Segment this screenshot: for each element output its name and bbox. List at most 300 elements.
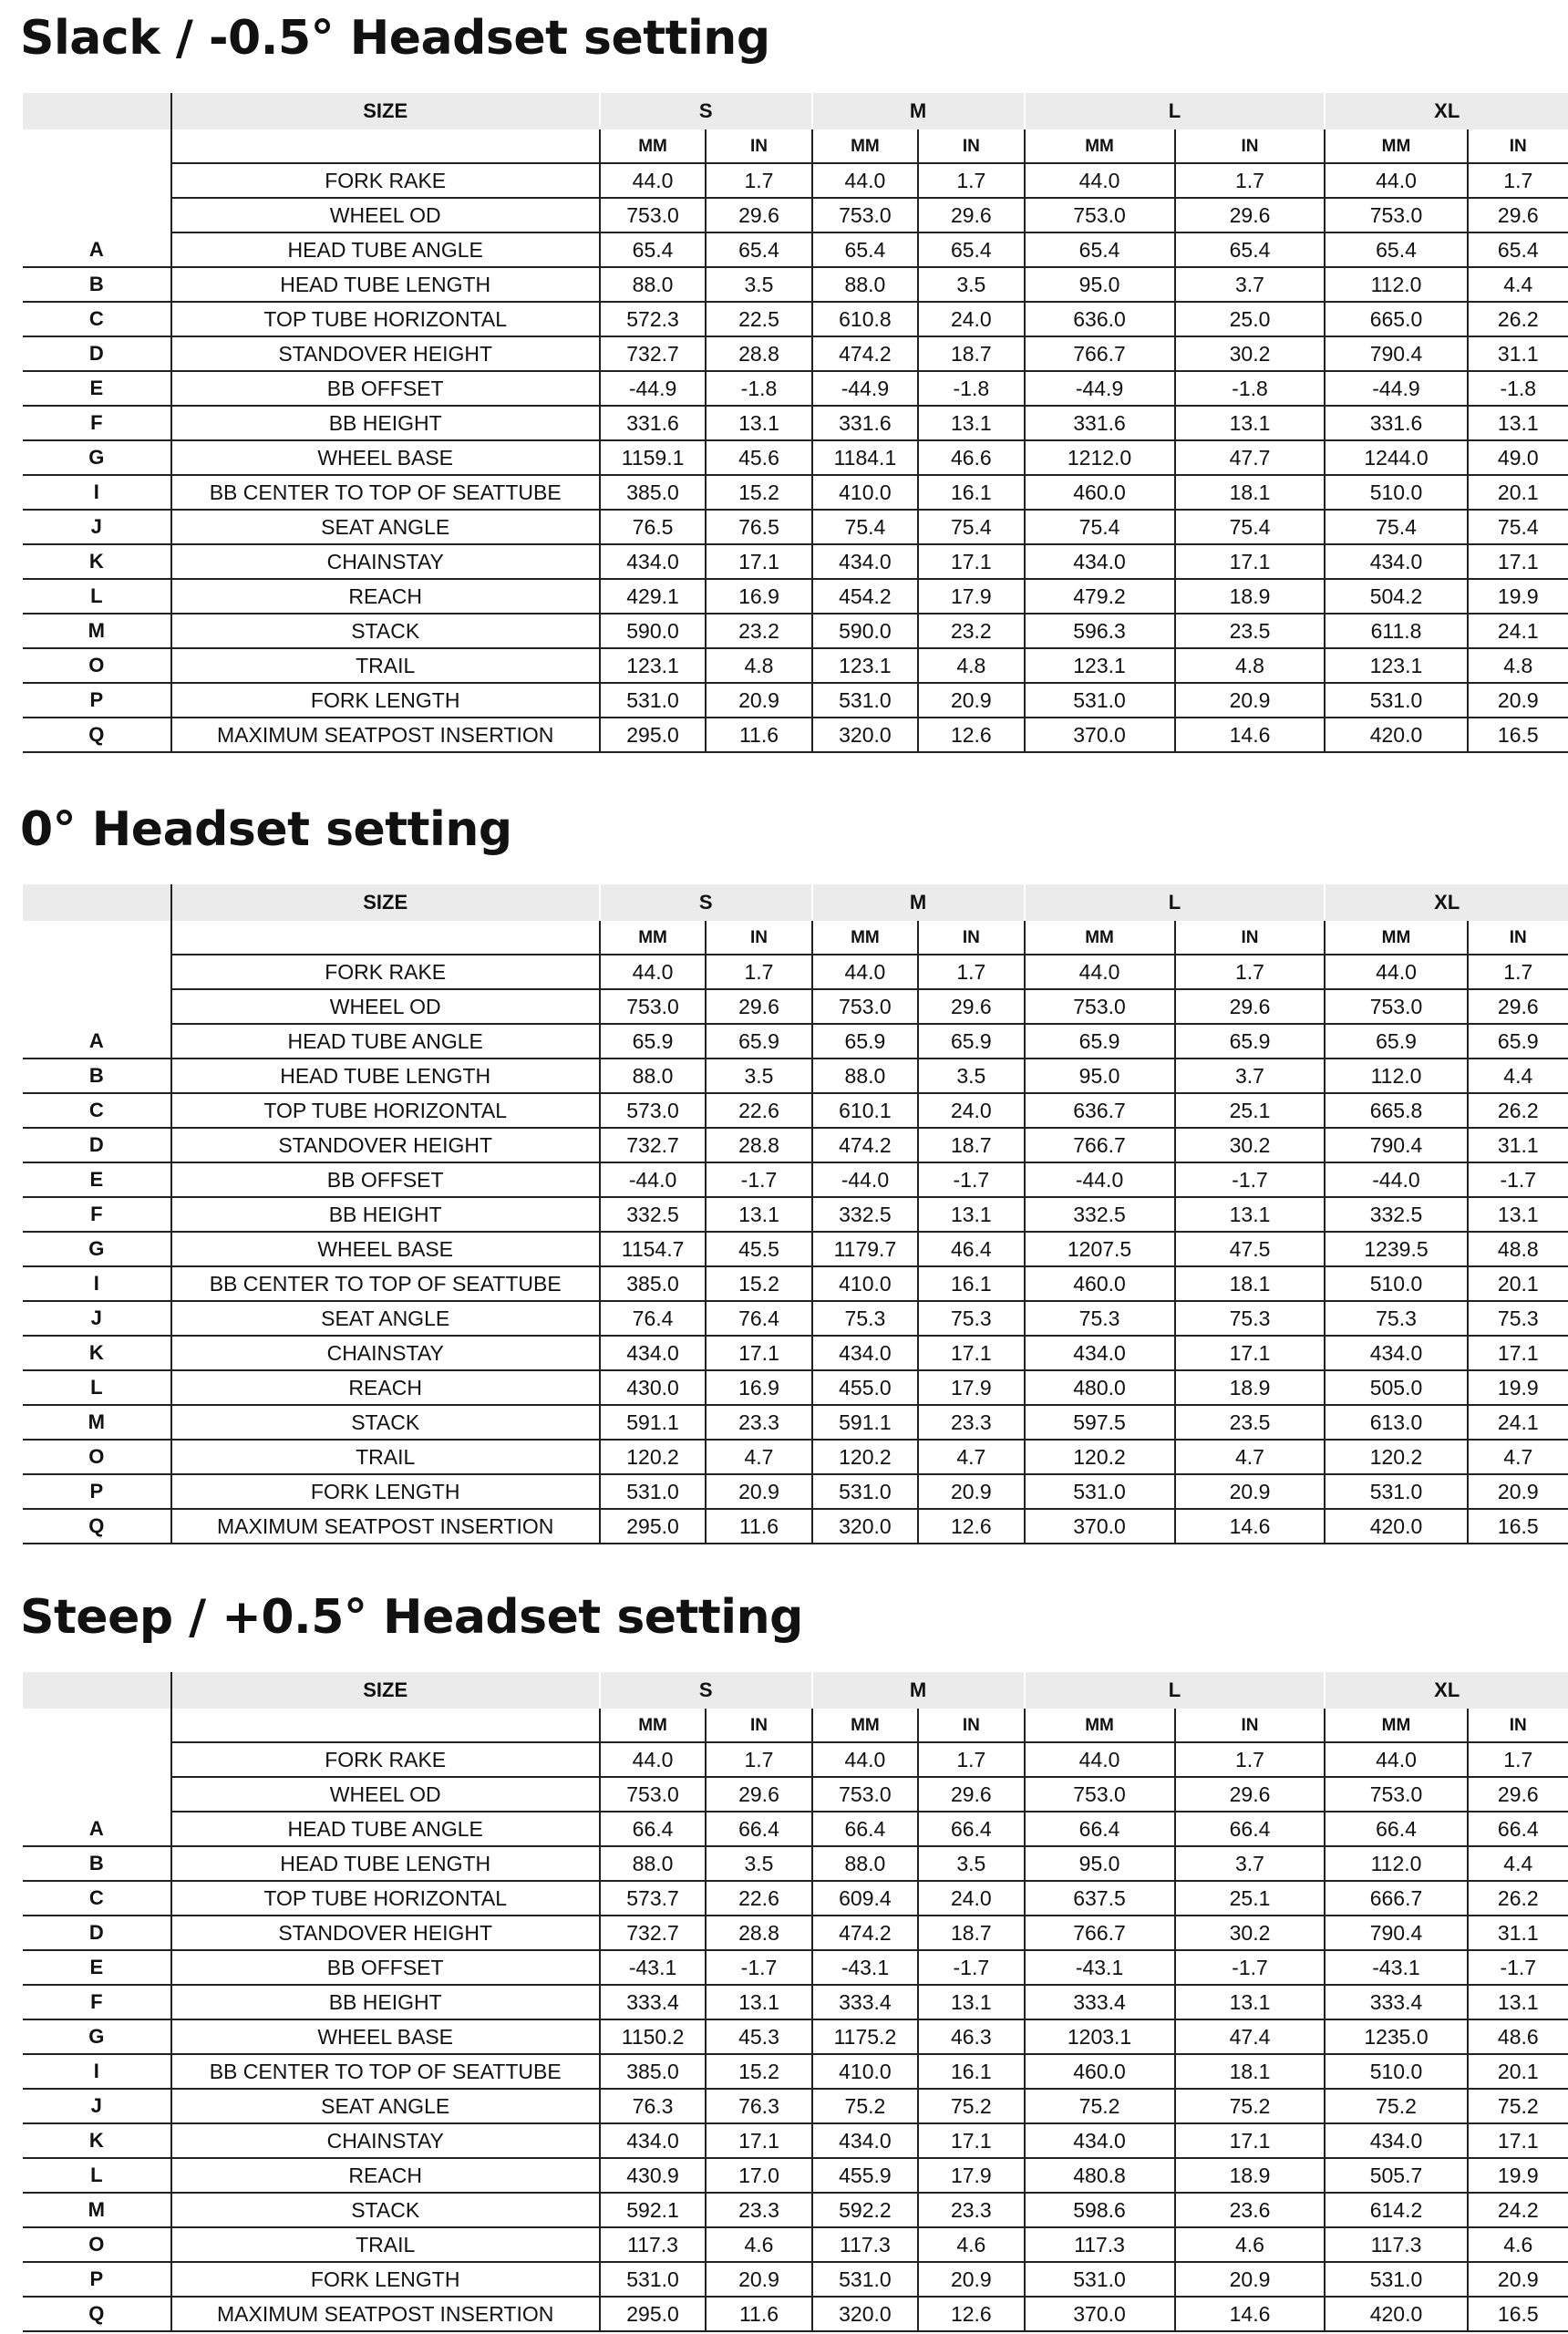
blank-cell — [23, 93, 171, 129]
value-cell: 592.2 — [812, 2193, 919, 2227]
value-cell: 1.7 — [1175, 163, 1326, 198]
row-label: STACK — [171, 1405, 600, 1440]
row-letter: K — [23, 544, 171, 579]
value-cell: 480.0 — [1025, 1370, 1175, 1405]
value-cell: 434.0 — [812, 1336, 919, 1370]
value-cell: 65.4 — [600, 232, 707, 267]
unit-header-in: IN — [1175, 921, 1326, 955]
value-cell: 18.1 — [1175, 475, 1326, 510]
value-cell: 88.0 — [600, 267, 707, 302]
row-label: MAXIMUM SEATPOST INSERTION — [171, 2297, 600, 2331]
row-label: TRAIL — [171, 648, 600, 683]
value-cell: 531.0 — [1325, 1474, 1467, 1509]
value-cell: 75.3 — [1025, 1301, 1175, 1336]
value-cell: 410.0 — [812, 475, 919, 510]
value-cell: 613.0 — [1325, 1405, 1467, 1440]
table-row — [23, 718, 1568, 752]
value-cell: 753.0 — [1325, 989, 1467, 1024]
value-cell: 666.7 — [1325, 1881, 1467, 1916]
value-cell: 76.3 — [600, 2089, 707, 2123]
value-cell: 17.9 — [918, 2158, 1024, 2193]
size-header: SIZE — [171, 884, 600, 921]
size-header-l: L — [1025, 884, 1326, 921]
unit-header-mm: MM — [600, 921, 707, 955]
row-label: TOP TUBE HORIZONTAL — [171, 302, 600, 336]
value-cell: -1.7 — [706, 1162, 811, 1197]
value-cell: 30.2 — [1175, 336, 1326, 371]
row-letter: Q — [23, 1509, 171, 1544]
value-cell: 66.4 — [600, 1812, 707, 1846]
value-cell: 76.4 — [600, 1301, 707, 1336]
value-cell: 24.0 — [918, 1881, 1024, 1916]
value-cell: 20.9 — [1468, 683, 1568, 718]
unit-header-row — [23, 1709, 1568, 1742]
value-cell: 610.8 — [812, 302, 919, 336]
value-cell: 112.0 — [1325, 1846, 1467, 1881]
value-cell: 474.2 — [812, 336, 919, 371]
value-cell: 434.0 — [1025, 544, 1175, 579]
value-cell: 44.0 — [1325, 163, 1467, 198]
value-cell: 753.0 — [600, 1777, 707, 1812]
value-cell: 117.3 — [600, 2227, 707, 2262]
value-cell: 590.0 — [600, 614, 707, 648]
value-cell: 75.3 — [1175, 1301, 1326, 1336]
value-cell: 49.0 — [1468, 440, 1568, 475]
row-label: HEAD TUBE ANGLE — [171, 1024, 600, 1059]
row-letter: B — [23, 1846, 171, 1881]
value-cell: 20.9 — [706, 2262, 811, 2297]
value-cell: -43.1 — [1025, 1950, 1175, 1985]
value-cell: 75.4 — [1468, 510, 1568, 544]
value-cell: 66.4 — [1325, 1812, 1467, 1846]
value-cell: 13.1 — [1175, 1985, 1326, 2019]
value-cell: 17.1 — [918, 544, 1024, 579]
value-cell: 1179.7 — [812, 1232, 919, 1266]
row-label: WHEEL OD — [171, 989, 600, 1024]
value-cell: 753.0 — [1025, 1777, 1175, 1812]
value-cell: 29.6 — [1175, 1777, 1326, 1812]
table-row — [23, 2262, 1568, 2297]
value-cell: 333.4 — [600, 1985, 707, 2019]
value-cell: 4.6 — [1175, 2227, 1326, 2262]
value-cell: 20.9 — [918, 2262, 1024, 2297]
value-cell: 65.9 — [600, 1024, 707, 1059]
value-cell: -1.7 — [1175, 1162, 1326, 1197]
value-cell: 753.0 — [1025, 989, 1175, 1024]
value-cell: -1.7 — [918, 1950, 1024, 1985]
size-header-row — [23, 1672, 1568, 1709]
value-cell: 17.1 — [1468, 2123, 1568, 2158]
value-cell: 13.1 — [918, 406, 1024, 440]
value-cell: 766.7 — [1025, 336, 1175, 371]
row-label: TOP TUBE HORIZONTAL — [171, 1881, 600, 1916]
value-cell: 3.7 — [1175, 1059, 1326, 1093]
table-row — [23, 2193, 1568, 2227]
row-label: STANDOVER HEIGHT — [171, 336, 600, 371]
row-letter: B — [23, 1059, 171, 1093]
value-cell: 766.7 — [1025, 1128, 1175, 1162]
value-cell: 434.0 — [600, 544, 707, 579]
row-label: BB CENTER TO TOP OF SEATTUBE — [171, 475, 600, 510]
section-title: Steep / +0.5° Headset setting — [20, 1590, 803, 1645]
value-cell: 13.1 — [706, 1197, 811, 1232]
row-label: WHEEL BASE — [171, 1232, 600, 1266]
value-cell: 26.2 — [1468, 1881, 1568, 1916]
row-letter — [23, 1777, 171, 1812]
table-row — [23, 198, 1568, 232]
value-cell: 65.9 — [706, 1024, 811, 1059]
value-cell: 732.7 — [600, 1916, 707, 1950]
value-cell: 29.6 — [1468, 1777, 1568, 1812]
value-cell: 20.9 — [706, 683, 811, 718]
value-cell: 23.6 — [1175, 2193, 1326, 2227]
value-cell: 88.0 — [812, 1846, 919, 1881]
row-label: SEAT ANGLE — [171, 2089, 600, 2123]
value-cell: 4.8 — [1468, 648, 1568, 683]
unit-header-in: IN — [706, 921, 811, 955]
value-cell: 18.9 — [1175, 2158, 1326, 2193]
unit-header-mm: MM — [812, 1709, 919, 1742]
table-row — [23, 1881, 1568, 1916]
value-cell: 65.4 — [918, 232, 1024, 267]
value-cell: 331.6 — [600, 406, 707, 440]
value-cell: 320.0 — [812, 2297, 919, 2331]
row-letter: I — [23, 475, 171, 510]
row-label: REACH — [171, 1370, 600, 1405]
value-cell: 598.6 — [1025, 2193, 1175, 2227]
value-cell: 370.0 — [1025, 2297, 1175, 2331]
value-cell: 44.0 — [1025, 1742, 1175, 1777]
value-cell: 434.0 — [1325, 1336, 1467, 1370]
value-cell: 18.7 — [918, 1128, 1024, 1162]
geometry-table — [23, 884, 1568, 1544]
value-cell: 20.1 — [1468, 2054, 1568, 2089]
value-cell: 20.9 — [918, 1474, 1024, 1509]
value-cell: 434.0 — [1025, 1336, 1175, 1370]
row-label: CHAINSTAY — [171, 2123, 600, 2158]
row-letter: K — [23, 2123, 171, 2158]
value-cell: 320.0 — [812, 718, 919, 752]
table-row — [23, 544, 1568, 579]
value-cell: 4.6 — [706, 2227, 811, 2262]
value-cell: 4.4 — [1468, 1059, 1568, 1093]
row-letter: J — [23, 510, 171, 544]
geometry-section — [0, 0, 1568, 784]
row-label: WHEEL OD — [171, 1777, 600, 1812]
row-letter — [23, 955, 171, 989]
value-cell: 75.4 — [918, 510, 1024, 544]
row-letter: M — [23, 2193, 171, 2227]
value-cell: 16.9 — [706, 579, 811, 614]
value-cell: 16.5 — [1468, 2297, 1568, 2331]
value-cell: 112.0 — [1325, 1059, 1467, 1093]
value-cell: 23.3 — [706, 1405, 811, 1440]
value-cell: 505.0 — [1325, 1370, 1467, 1405]
row-label: CHAINSTAY — [171, 1336, 600, 1370]
value-cell: 4.8 — [706, 648, 811, 683]
table-row — [23, 1777, 1568, 1812]
table-row — [23, 579, 1568, 614]
row-letter: C — [23, 302, 171, 336]
value-cell: 15.2 — [706, 2054, 811, 2089]
value-cell: 31.1 — [1468, 1916, 1568, 1950]
value-cell: 48.6 — [1468, 2019, 1568, 2054]
value-cell: 123.1 — [1325, 648, 1467, 683]
value-cell: 572.3 — [600, 302, 707, 336]
unit-header-in: IN — [918, 921, 1024, 955]
value-cell: 573.0 — [600, 1093, 707, 1128]
value-cell: 13.1 — [1175, 1197, 1326, 1232]
row-label: TRAIL — [171, 1440, 600, 1474]
value-cell: 65.9 — [812, 1024, 919, 1059]
value-cell: 29.6 — [706, 198, 811, 232]
value-cell: 460.0 — [1025, 475, 1175, 510]
value-cell: 637.5 — [1025, 1881, 1175, 1916]
value-cell: 75.4 — [1325, 510, 1467, 544]
table-row — [23, 1950, 1568, 1985]
row-letter: P — [23, 683, 171, 718]
row-label: BB OFFSET — [171, 371, 600, 406]
value-cell: 23.2 — [918, 614, 1024, 648]
value-cell: 531.0 — [1025, 683, 1175, 718]
blank-cell — [23, 884, 171, 921]
value-cell: 75.2 — [812, 2089, 919, 2123]
value-cell: 531.0 — [812, 683, 919, 718]
row-label: BB CENTER TO TOP OF SEATTUBE — [171, 2054, 600, 2089]
value-cell: 597.5 — [1025, 1405, 1175, 1440]
value-cell: -1.7 — [1175, 1950, 1326, 1985]
row-label: BB HEIGHT — [171, 1197, 600, 1232]
value-cell: 66.4 — [1025, 1812, 1175, 1846]
table-row — [23, 683, 1568, 718]
value-cell: -1.7 — [706, 1950, 811, 1985]
value-cell: 4.6 — [1468, 2227, 1568, 2262]
value-cell: 753.0 — [600, 198, 707, 232]
value-cell: 12.6 — [918, 2297, 1024, 2331]
value-cell: 20.9 — [1175, 1474, 1326, 1509]
value-cell: 410.0 — [812, 1266, 919, 1301]
value-cell: 753.0 — [1025, 198, 1175, 232]
table-row — [23, 1812, 1568, 1846]
value-cell: 4.7 — [1175, 1440, 1326, 1474]
value-cell: 19.9 — [1468, 579, 1568, 614]
row-letter — [23, 1742, 171, 1777]
table-row — [23, 1301, 1568, 1336]
value-cell: 75.3 — [1468, 1301, 1568, 1336]
value-cell: 385.0 — [600, 2054, 707, 2089]
value-cell: 24.0 — [918, 1093, 1024, 1128]
value-cell: 44.0 — [1025, 955, 1175, 989]
value-cell: 28.8 — [706, 1128, 811, 1162]
value-cell: 531.0 — [600, 683, 707, 718]
value-cell: 17.1 — [706, 1336, 811, 1370]
value-cell: 434.0 — [1025, 2123, 1175, 2158]
value-cell: 29.6 — [918, 1777, 1024, 1812]
row-letter: P — [23, 2262, 171, 2297]
value-cell: -44.9 — [600, 371, 707, 406]
value-cell: 17.1 — [918, 2123, 1024, 2158]
size-header-l: L — [1025, 93, 1326, 129]
value-cell: 46.4 — [918, 1232, 1024, 1266]
value-cell: 732.7 — [600, 1128, 707, 1162]
value-cell: 17.1 — [918, 1336, 1024, 1370]
value-cell: 24.1 — [1468, 1405, 1568, 1440]
value-cell: 332.5 — [812, 1197, 919, 1232]
table-row — [23, 1405, 1568, 1440]
row-letter: O — [23, 1440, 171, 1474]
value-cell: 65.4 — [1025, 232, 1175, 267]
row-letter: I — [23, 2054, 171, 2089]
value-cell: 766.7 — [1025, 1916, 1175, 1950]
value-cell: 17.0 — [706, 2158, 811, 2193]
row-label: HEAD TUBE ANGLE — [171, 232, 600, 267]
row-letter: A — [23, 232, 171, 267]
value-cell: 636.0 — [1025, 302, 1175, 336]
table-row — [23, 1162, 1568, 1197]
value-cell: 20.9 — [1175, 683, 1326, 718]
size-header-s: S — [600, 1672, 812, 1709]
value-cell: 434.0 — [600, 1336, 707, 1370]
value-cell: 17.1 — [1175, 1336, 1326, 1370]
value-cell: 17.1 — [1175, 544, 1326, 579]
blank-cell — [23, 921, 171, 955]
value-cell: 13.1 — [1468, 1985, 1568, 2019]
unit-header-row — [23, 921, 1568, 955]
unit-header-in: IN — [706, 129, 811, 163]
value-cell: 47.7 — [1175, 440, 1326, 475]
value-cell: 17.9 — [918, 579, 1024, 614]
value-cell: -44.9 — [1025, 371, 1175, 406]
row-letter: G — [23, 1232, 171, 1266]
row-label: MAXIMUM SEATPOST INSERTION — [171, 1509, 600, 1544]
row-letter: O — [23, 648, 171, 683]
row-label: HEAD TUBE ANGLE — [171, 1812, 600, 1846]
unit-header-in: IN — [706, 1709, 811, 1742]
row-letter: E — [23, 371, 171, 406]
value-cell: 474.2 — [812, 1916, 919, 1950]
value-cell: 1159.1 — [600, 440, 707, 475]
unit-header-mm: MM — [1025, 129, 1175, 163]
value-cell: 16.1 — [918, 475, 1024, 510]
value-cell: 75.4 — [812, 510, 919, 544]
value-cell: 88.0 — [812, 267, 919, 302]
value-cell: 16.5 — [1468, 1509, 1568, 1544]
unit-header-mm: MM — [1025, 921, 1175, 955]
row-label: FORK RAKE — [171, 163, 600, 198]
row-label: TOP TUBE HORIZONTAL — [171, 1093, 600, 1128]
value-cell: 24.1 — [1468, 614, 1568, 648]
row-letter: Q — [23, 718, 171, 752]
value-cell: 44.0 — [1325, 955, 1467, 989]
unit-header-mm: MM — [600, 1709, 707, 1742]
value-cell: 16.9 — [706, 1370, 811, 1405]
value-cell: 31.1 — [1468, 1128, 1568, 1162]
section-title: 0° Headset setting — [20, 802, 512, 857]
value-cell: 614.2 — [1325, 2193, 1467, 2227]
value-cell: 31.1 — [1468, 336, 1568, 371]
value-cell: 3.5 — [918, 1846, 1024, 1881]
value-cell: 331.6 — [1025, 406, 1175, 440]
value-cell: -1.8 — [1468, 371, 1568, 406]
value-cell: 753.0 — [1325, 1777, 1467, 1812]
value-cell: 531.0 — [600, 1474, 707, 1509]
value-cell: 17.1 — [1468, 544, 1568, 579]
value-cell: 295.0 — [600, 1509, 707, 1544]
value-cell: 1.7 — [918, 955, 1024, 989]
value-cell: 1244.0 — [1325, 440, 1467, 475]
table-row — [23, 1509, 1568, 1544]
value-cell: 333.4 — [1325, 1985, 1467, 2019]
value-cell: 120.2 — [812, 1440, 919, 1474]
value-cell: 123.1 — [600, 648, 707, 683]
value-cell: 331.6 — [1325, 406, 1467, 440]
value-cell: 44.0 — [812, 955, 919, 989]
value-cell: 22.6 — [706, 1881, 811, 1916]
table-row — [23, 336, 1568, 371]
value-cell: 20.9 — [1175, 2262, 1326, 2297]
table-row — [23, 2158, 1568, 2193]
value-cell: -43.1 — [812, 1950, 919, 1985]
value-cell: 1235.0 — [1325, 2019, 1467, 2054]
value-cell: 66.4 — [812, 1812, 919, 1846]
value-cell: 1.7 — [706, 163, 811, 198]
table-row — [23, 2297, 1568, 2331]
value-cell: 120.2 — [1025, 1440, 1175, 1474]
value-cell: 1.7 — [706, 955, 811, 989]
value-cell: 1150.2 — [600, 2019, 707, 2054]
row-letter: C — [23, 1093, 171, 1128]
row-label: FORK LENGTH — [171, 683, 600, 718]
value-cell: 753.0 — [812, 989, 919, 1024]
table-row — [23, 232, 1568, 267]
value-cell: 420.0 — [1325, 2297, 1467, 2331]
value-cell: 44.0 — [1325, 1742, 1467, 1777]
row-letter: D — [23, 1128, 171, 1162]
table-row — [23, 440, 1568, 475]
value-cell: 1154.7 — [600, 1232, 707, 1266]
value-cell: 460.0 — [1025, 1266, 1175, 1301]
value-cell: 23.5 — [1175, 614, 1326, 648]
row-letter — [23, 198, 171, 232]
unit-header-in: IN — [1175, 129, 1326, 163]
value-cell: 370.0 — [1025, 718, 1175, 752]
row-letter: O — [23, 2227, 171, 2262]
value-cell: 46.3 — [918, 2019, 1024, 2054]
unit-header-in: IN — [1468, 1709, 1568, 1742]
size-header-row — [23, 884, 1568, 921]
value-cell: 22.5 — [706, 302, 811, 336]
value-cell: 434.0 — [812, 544, 919, 579]
value-cell: 1.7 — [1175, 955, 1326, 989]
value-cell: 88.0 — [600, 1846, 707, 1881]
value-cell: 434.0 — [812, 2123, 919, 2158]
row-letter: E — [23, 1950, 171, 1985]
size-header-s: S — [600, 93, 812, 129]
value-cell: 434.0 — [1325, 544, 1467, 579]
value-cell: 30.2 — [1175, 1916, 1326, 1950]
row-label: SEAT ANGLE — [171, 1301, 600, 1336]
row-label: FORK LENGTH — [171, 1474, 600, 1509]
row-label: FORK LENGTH — [171, 2262, 600, 2297]
value-cell: 65.4 — [812, 232, 919, 267]
row-letter: A — [23, 1024, 171, 1059]
value-cell: 75.2 — [918, 2089, 1024, 2123]
value-cell: 790.4 — [1325, 336, 1467, 371]
unit-header-mm: MM — [812, 129, 919, 163]
value-cell: 112.0 — [1325, 267, 1467, 302]
value-cell: 24.0 — [918, 302, 1024, 336]
value-cell: 95.0 — [1025, 1846, 1175, 1881]
